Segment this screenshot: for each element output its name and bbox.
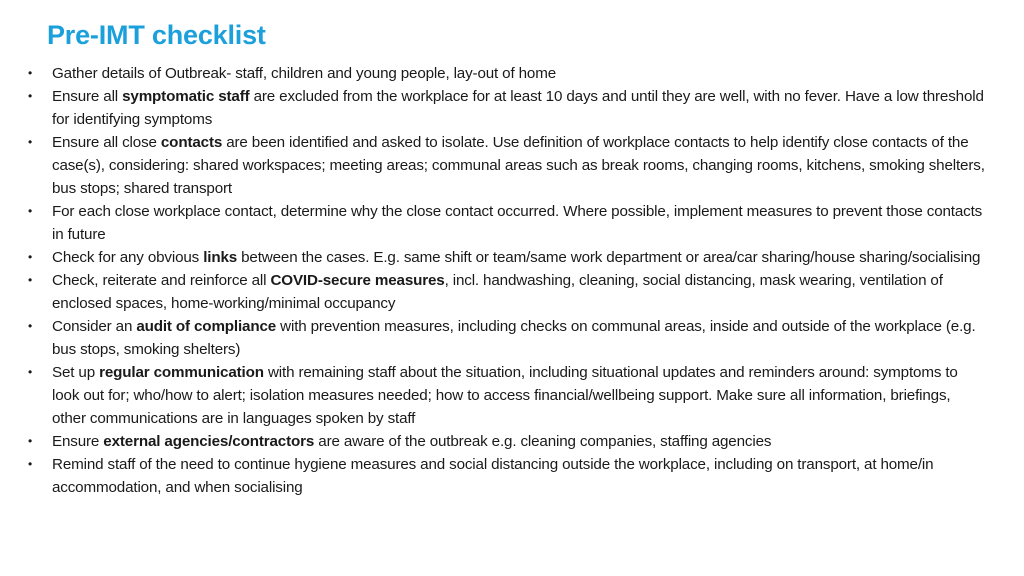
checklist-item (26, 269, 986, 315)
bullet-icon: • (28, 135, 33, 149)
item-text: Remind staff of the need to continue hygiene measures and social distancing outside the workplace, including on transport, at home/in accommodation, and when socialising (52, 456, 934, 496)
item-emphasis: contacts (160, 134, 223, 151)
item-text-rest: are aware of the outbreak e.g. cleaning companies, staffing agencies (314, 433, 772, 450)
item-emphasis: links (203, 249, 238, 266)
bullet-icon: • (28, 365, 33, 379)
checklist-item (26, 361, 986, 430)
item-text-rest: with remaining staff about the situation, including situational updates and reminders around: symptoms to look out for; who/how to alert; isolation measures needed; how to access financial/wellbeing support. Make sure all information, briefings, other communications are in languages spoken by staff (52, 364, 958, 427)
item-text-rest: with prevention measures, including checks on communal areas, inside and outside of the workplace (e.g. bus stops, smoking shelters) (52, 318, 976, 358)
bullet-icon: • (28, 204, 33, 218)
item-text: Gather details of Outbreak- staff, children and young people, lay-out of home (52, 65, 557, 82)
checklist-item (26, 315, 986, 361)
item-text: Ensure all (52, 88, 123, 105)
item-emphasis: audit of compliance (136, 318, 277, 335)
item-emphasis: regular communication (99, 364, 264, 381)
checklist-item (26, 62, 986, 85)
checklist (26, 62, 986, 499)
item-text: Ensure all close (52, 134, 161, 151)
bullet-icon: • (28, 89, 33, 103)
item-text-rest: , incl. handwashing, cleaning, social distancing, mask wearing, ventilation of enclosed spaces, home-working/minimal occupancy (52, 272, 943, 312)
item-text: Check for any obvious (52, 249, 204, 266)
item-text-rest: are excluded from the workplace for at least 10 days and until they are well, with no fever. Have a low threshold for identifying symptoms (52, 88, 984, 128)
bullet-icon: • (28, 457, 33, 471)
item-text: For each close workplace contact, determine why the close contact occurred. Where possible, implement measures to prevent those contacts in future (52, 203, 983, 243)
item-emphasis: symptomatic staff (122, 88, 250, 105)
item-emphasis: external agencies/contractors (103, 433, 315, 450)
bullet-icon: • (28, 66, 33, 80)
bullet-icon: • (28, 273, 33, 287)
item-text: Set up (52, 364, 100, 381)
item-text-rest: are been identified and asked to isolate. Use definition of workplace contacts to help identify close contacts of the case(s), considering: shared workspaces; meeting areas; communal areas such as break rooms, changing rooms, kitchens, smoking shelters, bus stops; shared transport (52, 134, 985, 197)
item-text-rest: between the cases. E.g. same shift or team/same work department or area/car sharing/house sharing/socialising (237, 249, 981, 266)
bullet-icon: • (28, 250, 33, 264)
checklist-item (26, 85, 986, 131)
checklist-item (26, 246, 986, 269)
checklist-item (26, 200, 986, 246)
item-emphasis: COVID-secure measures (270, 272, 445, 289)
checklist-item (26, 131, 986, 200)
checklist-item (26, 430, 986, 453)
checklist-item (26, 453, 986, 499)
bullet-icon: • (28, 319, 33, 333)
bullet-icon: • (28, 434, 33, 448)
item-text: Ensure (52, 433, 104, 450)
slide-title: Pre-IMT checklist (47, 20, 266, 50)
item-text: Consider an (52, 318, 137, 335)
item-text: Check, reiterate and reinforce all (52, 272, 271, 289)
